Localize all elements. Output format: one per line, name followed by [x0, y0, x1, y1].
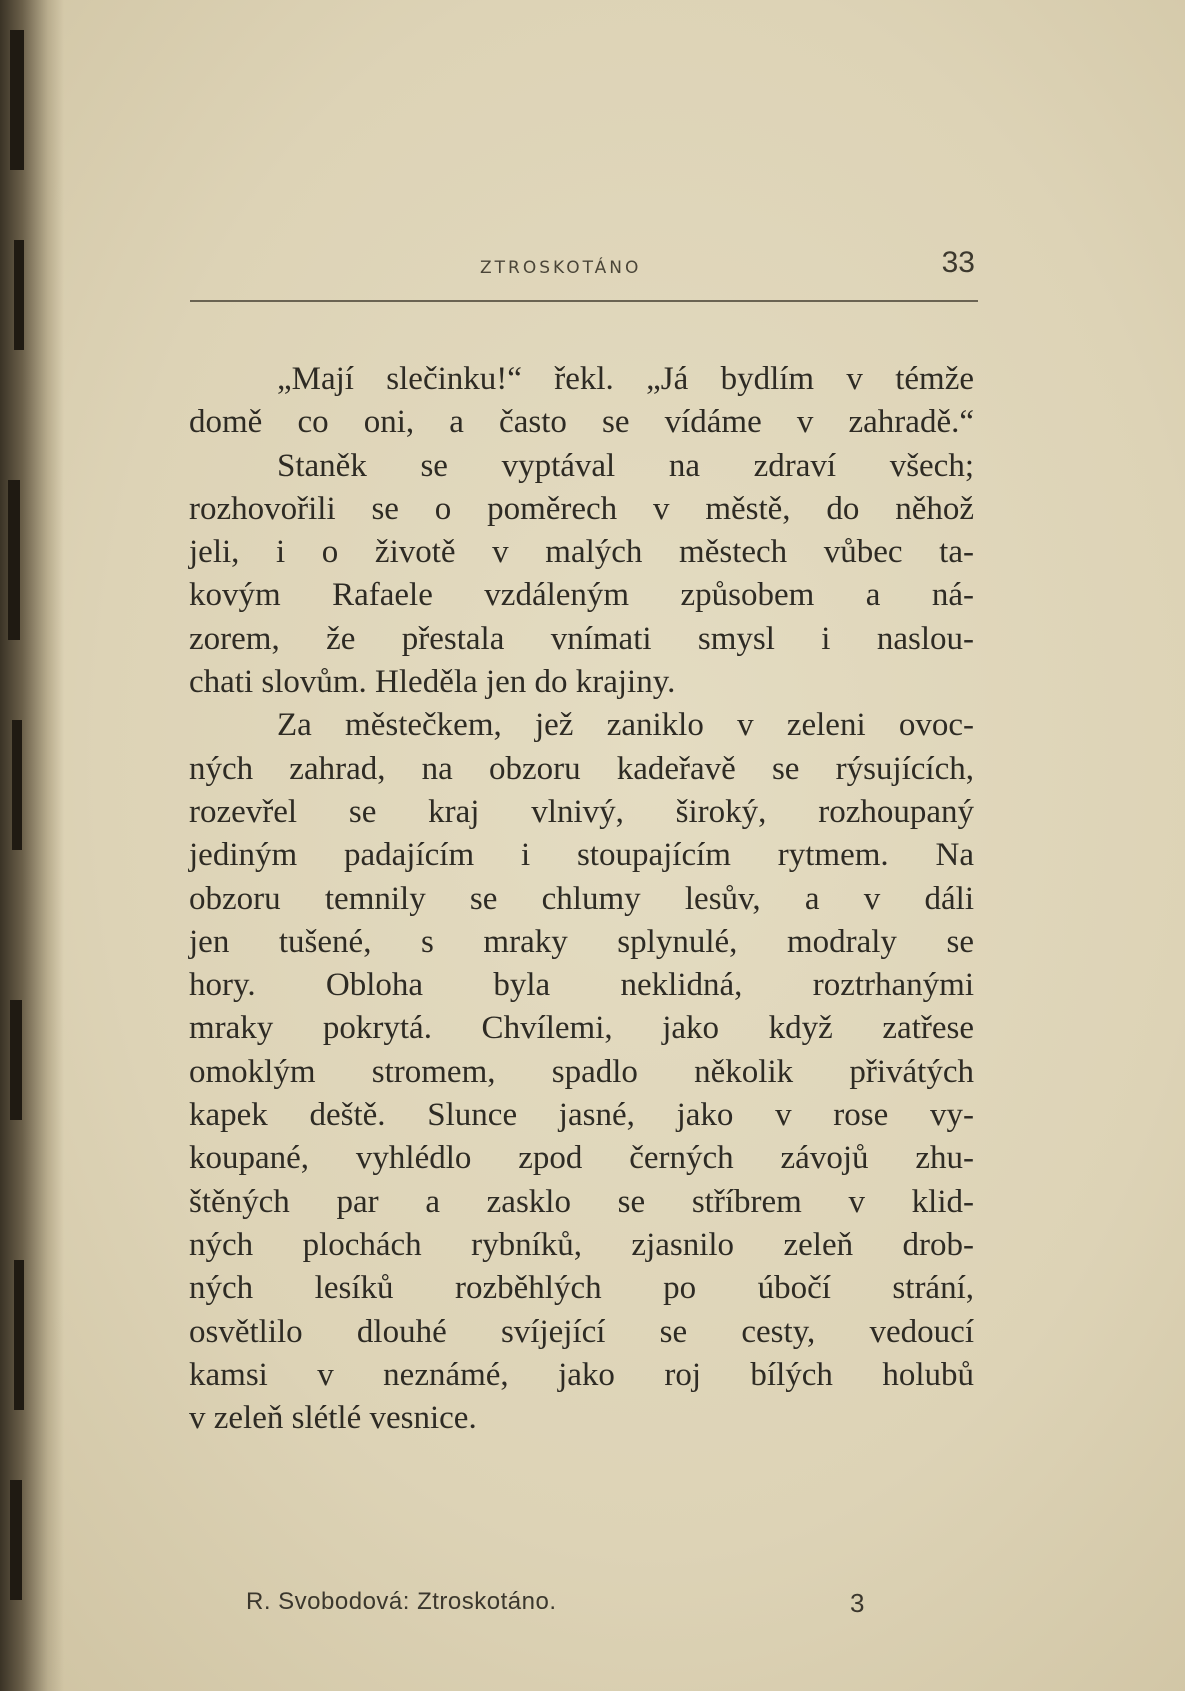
- text-line: kapek deště. Slunce jasné, jako v rose vy-: [189, 1097, 974, 1134]
- text-line: jeli, i o životě v malých městech vůbec ta-: [189, 534, 974, 571]
- text-line: Za městečkem, jež zaniklo v zeleni ovoc-: [277, 707, 974, 744]
- text-line: ných zahrad, na obzoru kadeřavě se rýsujících,: [189, 750, 974, 787]
- text-line: koupané, vyhlédlo zpod černých závojů zhu-: [189, 1140, 974, 1177]
- text-line: „Mají slečinku!“ řekl. „Já bydlím v témže: [277, 361, 974, 397]
- header-rule: [190, 300, 978, 302]
- text-line: jen tušené, s mraky splynulé, modraly se: [189, 923, 974, 960]
- running-head: [190, 246, 980, 286]
- text-line: ných lesíků rozběhlých po úbočí strání,: [189, 1270, 974, 1307]
- page-spine-edge: [0, 0, 64, 1691]
- text-line: domě co oni, a často se vídáme v zahradě.“: [189, 404, 974, 441]
- sheet-number: 3: [850, 1588, 865, 1618]
- text-line: chati slovům. Hleděla jen do krajiny.: [189, 664, 676, 701]
- footer-signature: R. Svobodová: Ztroskotáno.: [246, 1588, 557, 1615]
- text-line: omoklým stromem, spadlo několik přivátých: [189, 1053, 974, 1090]
- text-line: kovým Rafaele vzdáleným způsobem a ná-: [189, 577, 974, 614]
- text-line: rozevřel se kraj vlnivý, široký, rozhoupaný: [189, 793, 974, 830]
- text-line: kamsi v neznámé, jako roj bílých holubů: [189, 1356, 974, 1393]
- text-line: hory. Obloha byla neklidná, roztrhanými: [189, 967, 974, 1004]
- body-text: [189, 358, 974, 1440]
- text-line: osvětlilo dlouhé svíjející se cesty, vedoucí: [189, 1313, 974, 1350]
- text-line: mraky pokrytá. Chvílemi, jako když zatřese: [189, 1010, 974, 1047]
- text-line: Staněk se vyptával na zdraví všech;: [277, 447, 974, 484]
- text-line: zorem, že přestala vnímati smysl i naslou-: [189, 620, 974, 657]
- page-number: 33: [941, 246, 975, 279]
- text-line: rozhovořili se o poměrech v městě, do něhož: [189, 490, 974, 527]
- text-line: v zeleň slétlé vesnice.: [189, 1400, 477, 1437]
- running-title: ZTROSKOTÁNO: [480, 258, 642, 278]
- text-line: obzoru temnily se chlumy lesův, a v dáli: [189, 880, 974, 917]
- text-line: ných plochách rybníků, zjasnilo zeleň drob-: [189, 1226, 974, 1263]
- text-line: jediným padajícím i stoupajícím rytmem. Na: [189, 837, 974, 874]
- text-line: štěných par a zasklo se stříbrem v klid-: [189, 1183, 974, 1220]
